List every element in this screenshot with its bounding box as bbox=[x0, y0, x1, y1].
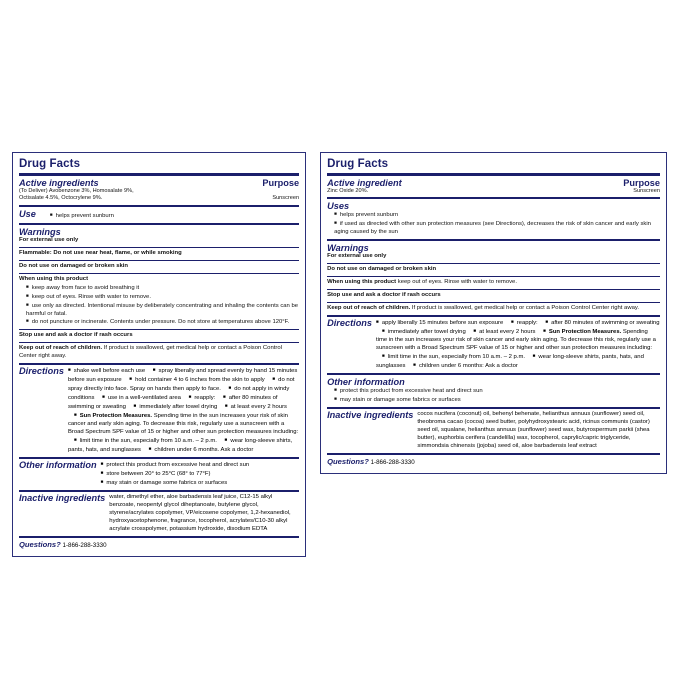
divider bbox=[327, 407, 660, 409]
uses-item: ■ if used as directed with other sun protection measures (see Directions), decreases the risk of skin cancer and early skin aging caused by the sun bbox=[327, 220, 660, 237]
directions-items: ■ apply liberally 15 minutes before sun exposure ■ reapply: ■ after 80 minutes of swimming or sweating ■ immediately after towel drying ■ at least every 2 hours ■ Sun Protection Measures. Spending time in the sun increases your risk of skin cancer and early skin aging. To decrease this risk, regularly use a sunscreen with a Broad Spectrum SPF value of 15 or higher and other sun protection measures including: ■ limit time in the sun, especially from 10 a.m. – 2 p.m. ■ wear long-sleeve shirts, pants, hats, and sunglasses ■ children under 6 months: Ask a doctor bbox=[376, 319, 660, 371]
use-label: Use bbox=[19, 208, 36, 219]
directions-block bbox=[327, 319, 660, 371]
divider bbox=[19, 536, 299, 538]
when-using-item: ■ use only as directed. Intentional misuse by deliberately concentrating and inhaling the contents can be harmful or fatal. bbox=[19, 302, 299, 319]
use-text: ■ helps prevent sunburn bbox=[42, 212, 299, 221]
stop-use: Stop use and ask a doctor if rash occurs bbox=[327, 292, 441, 299]
divider bbox=[327, 239, 660, 241]
warnings-sub: For external use only bbox=[19, 236, 79, 243]
do-not-use: Do not use on damaged or broken skin bbox=[19, 262, 128, 269]
use-row bbox=[19, 209, 299, 221]
drug-facts-panel-left bbox=[12, 152, 306, 557]
when-using-item: ■ keep out of eyes. Rinse with water to remove. bbox=[19, 293, 299, 302]
divider bbox=[19, 273, 299, 274]
directions-items: ■ shake well before each use ■ spray liberally and spread evenly by hand 15 minutes before sun exposure ■ hold container 4 to 6 inches from the skin to apply ■ do not spray directly into face. Spray on hands then apply to face. ■ do not apply in windy conditions ■ use in a well-ventilated area ■ reapply: ■ after 80 minutes of swimming or sweating ■ immediately after towel drying ■ at least every 2 hours ■ Sun Protection Measures. Spending time in the sun increases your risk of skin cancer and early skin aging. To decrease this risk, regularly use a sunscreen with a Broad Spectrum SPF value of 15 or higher and other sun protection measures including: ■ limit time in the sun, especially from 10 a.m. – 2 p.m. ■ wear long-sleeve shirts, pants, hats, and sunglasses ■ children under 6 months. Ask a doctor bbox=[68, 367, 299, 455]
directions-label: Directions bbox=[327, 318, 373, 329]
other-info-item: ■ protect this product from excessive heat and direct sun bbox=[327, 387, 660, 396]
warnings-label: Warnings bbox=[327, 243, 369, 254]
divider bbox=[19, 329, 299, 330]
purpose-value: Sunscreen bbox=[272, 195, 300, 202]
directions-block bbox=[19, 367, 299, 455]
active-ingredient-value: Zinc Oxide 20%. bbox=[327, 188, 369, 195]
panel-title-left: Drug Facts bbox=[19, 158, 81, 170]
other-info-item: ■ protect this product from excessive heat and direct sun bbox=[101, 461, 300, 470]
divider bbox=[327, 302, 660, 303]
divider bbox=[327, 276, 660, 277]
divider bbox=[327, 373, 660, 375]
other-info-item: ■ store between 20° to 25°C (68° to 77°F) bbox=[101, 470, 300, 479]
inactive-ingredients-block bbox=[19, 494, 299, 534]
active-ingredients-label: Active ingredients bbox=[19, 178, 99, 189]
other-info-item: ■ may stain or damage some fabrics or surfaces bbox=[327, 396, 660, 405]
inactive-ingredients-block bbox=[327, 411, 660, 451]
active-ingredients-header bbox=[19, 178, 299, 188]
divider bbox=[19, 342, 299, 343]
active-ingredients-sub2: Octisalate 4.5%, Octocrylene 9%. bbox=[19, 195, 103, 202]
divider bbox=[19, 490, 299, 492]
drug-facts-panel-right bbox=[320, 152, 667, 474]
purpose-label: Purpose bbox=[262, 178, 300, 189]
when-using-label: When using this product bbox=[19, 275, 89, 282]
divider bbox=[327, 263, 660, 264]
active-ingredient-row bbox=[327, 188, 660, 195]
purpose-label: Purpose bbox=[623, 178, 660, 189]
active-ingredients-sub2-row bbox=[19, 195, 299, 202]
divider bbox=[19, 205, 299, 207]
divider bbox=[327, 453, 660, 455]
divider bbox=[327, 173, 660, 176]
questions-phone: 1-866-288-3330 bbox=[62, 541, 107, 549]
divider bbox=[327, 197, 660, 199]
questions-phone: 1-866-288-3330 bbox=[370, 458, 415, 466]
when-using-item: ■ do not puncture or incinerate. Contents under pressure. Do not store at temperatures above 120°F. bbox=[19, 318, 299, 327]
questions-row bbox=[327, 457, 660, 467]
do-not-use: Do not use on damaged or broken skin bbox=[327, 266, 437, 273]
inactive-ingredients-text: cocos nucifera (coconut) oil, behenyl behenate, helianthus annuus (sunflower) seed oil, theobroma cacao (cocoa) seed butter, polyhydroxystearic acid, ricinus communis (castor) seed oil, squalane, helianthus annuus (sunflower) seed wax, butyrospermum parkii (shea butter), euphorbia cerifera (candelilla) wax, tocopherol, caprylic/capric triglyceride, simmondsia chinensis (jojoba) seed oil, aloe barbadensis leaf extract bbox=[417, 410, 650, 449]
other-information-block bbox=[19, 461, 299, 488]
directions-body bbox=[376, 319, 660, 371]
flammable-warning: Flammable: Do not use near heat, flame, or while smoking bbox=[19, 249, 182, 256]
divider bbox=[19, 223, 299, 225]
divider bbox=[19, 173, 299, 176]
divider bbox=[19, 457, 299, 459]
inactive-ingredients-label: Inactive ingredients bbox=[19, 492, 106, 503]
active-ingredients-sub1: (To Deliver) Avobenzone 3%, Homosalate 9%, bbox=[19, 188, 134, 195]
divider bbox=[19, 363, 299, 365]
stop-use: Stop use and ask a doctor if rash occurs bbox=[19, 332, 133, 339]
divider bbox=[327, 289, 660, 290]
other-information-label: Other information bbox=[327, 377, 405, 388]
divider bbox=[327, 315, 660, 317]
warnings-sub: For external use only bbox=[327, 253, 387, 260]
questions-row bbox=[19, 540, 299, 550]
warnings-label: Warnings bbox=[19, 226, 61, 237]
other-information-body bbox=[101, 461, 300, 488]
when-using-item: ■ keep away from face to avoid breathing it bbox=[19, 284, 299, 293]
active-ingredient-header bbox=[327, 178, 660, 188]
keep-out-of-reach: Keep out of reach of children. If product is swallowed, get medical help or contact a Poison Control Center right away. bbox=[19, 345, 282, 360]
other-info-item: ■ may stain or damage some fabrics or surfaces bbox=[101, 479, 300, 488]
other-information-label: Other information bbox=[19, 460, 97, 471]
directions-body bbox=[68, 367, 299, 455]
directions-label: Directions bbox=[19, 366, 64, 377]
questions-label: Questions? bbox=[19, 539, 61, 549]
inactive-ingredients-text: water, dimethyl ether, aloe barbadensis leaf juice, C12-15 alkyl benzoate, neopentyl glycol diheptanoate, butylene glycol, styrene/acrylates copolymer, VP/eicosene copolymer, 1,2-hexanediol, hydroxyacetophenone, fragrance, tocopherol, acrylates/C10-30 alkyl acrylate crosspolymer, potassium hydroxide, disodium EDTA bbox=[109, 493, 291, 532]
panel-title-right: Drug Facts bbox=[327, 158, 389, 170]
uses-label: Uses bbox=[327, 201, 350, 212]
uses-item: ■ helps prevent sunburn bbox=[327, 211, 660, 220]
purpose-value: Sunscreen bbox=[633, 188, 660, 195]
questions-label: Questions? bbox=[327, 456, 369, 466]
keep-out-of-reach: Keep out of reach of children. If product is swallowed, get medical help or contact a Poison Control Center right away. bbox=[327, 305, 639, 312]
divider bbox=[19, 247, 299, 248]
inactive-ingredients-label: Inactive ingredients bbox=[327, 409, 414, 420]
divider bbox=[19, 260, 299, 261]
active-ingredient-label: Active ingredient bbox=[327, 178, 402, 189]
when-using-row: When using this product keep out of eyes. Rinse with water to remove. bbox=[327, 279, 517, 286]
